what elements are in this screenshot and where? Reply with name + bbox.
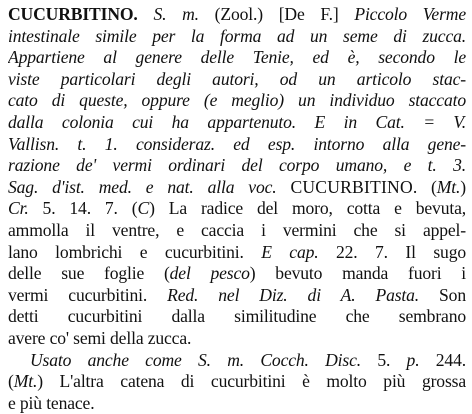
dictionary-entry — [8, 4, 466, 414]
headword: CUCURBITINO. — [8, 4, 138, 24]
text-segment: 244. — [419, 350, 466, 370]
text-segment: detti cucurbitini dalla similitudine che sembrano — [8, 306, 466, 326]
text-segment: lano lombrichi e cucurbitini. — [8, 242, 261, 262]
text-segment: Piccolo Verme — [354, 4, 466, 24]
text-segment: C — [137, 198, 149, 218]
text-line — [8, 328, 466, 350]
text-line — [8, 306, 466, 328]
text-segment: Appartiene al genere delle Tenie, ed è, secondo le — [8, 47, 466, 67]
text-segment: 22. 7. Il sugo — [319, 242, 467, 262]
text-line — [8, 285, 466, 307]
entry-paragraph — [8, 4, 466, 350]
text-segment: delle sue foglie ( — [8, 263, 170, 283]
text-line — [8, 26, 466, 48]
text-line — [8, 155, 466, 177]
text-segment — [277, 177, 291, 197]
text-segment: (Zool.) [De F.] — [199, 4, 354, 24]
text-segment: cato di queste, oppure (e meglio) un individuo staccato — [8, 90, 466, 110]
text-segment: Son — [419, 285, 466, 305]
text-segment: p. — [407, 350, 420, 370]
text-segment: del pesco — [170, 263, 250, 283]
text-segment: Mt. — [437, 177, 461, 197]
entry-paragraph — [8, 350, 466, 414]
text-line — [8, 112, 466, 134]
text-segment: Usato anche come S. m. Cocch. Disc. — [30, 350, 361, 370]
text-segment: Mt. — [14, 371, 38, 391]
text-line — [8, 220, 466, 242]
text-segment: viste particolari degli autori, od un articolo stac- — [8, 69, 466, 89]
text-segment: e più tenace. — [8, 393, 94, 413]
text-segment: ) L'altra catena di cucurbitini è molto più grossa — [37, 371, 466, 391]
text-line — [8, 69, 466, 91]
headword-reference: CUCURBITINO — [290, 177, 412, 197]
text-segment: ) — [460, 177, 466, 197]
text-line — [8, 90, 466, 112]
text-segment — [138, 4, 154, 24]
text-segment: intestinale simile per la forma ad un seme di zucca. — [8, 26, 466, 46]
text-line — [8, 177, 466, 199]
text-line — [8, 47, 466, 69]
text-segment: 5. — [361, 350, 407, 370]
text-line — [8, 4, 466, 26]
text-segment: vermi cucurbitini. — [8, 285, 167, 305]
text-line — [8, 242, 466, 264]
text-segment: razione de' vermi ordinari del corpo umano, e t. 3. — [8, 155, 466, 175]
text-segment: Vallisn. t. 1. consideraz. ed esp. intorno alla gene- — [8, 134, 466, 154]
text-segment: dalla colonia cui ha appartenuto. E in Cat. = V. — [8, 112, 466, 132]
text-segment: ) La radice del moro, cotta e bevuta, — [149, 198, 466, 218]
text-line — [8, 198, 466, 220]
text-segment: . ( — [413, 177, 437, 197]
text-line — [8, 371, 466, 393]
text-segment: S. m. — [153, 4, 198, 24]
text-line — [8, 350, 466, 372]
text-segment: E cap. — [261, 242, 318, 262]
text-segment: ) bevuto manda fuori i — [250, 263, 466, 283]
text-line — [8, 393, 466, 414]
text-segment: 5. 14. 7. ( — [29, 198, 138, 218]
text-segment: ammolla il ventre, e caccia i vermini che si appel- — [8, 220, 466, 240]
text-line — [8, 263, 466, 285]
text-segment: Sag. d'ist. med. e nat. alla voc. — [8, 177, 277, 197]
text-segment: avere co' semi della zucca. — [8, 328, 191, 348]
text-line — [8, 134, 466, 156]
text-segment: ( — [8, 371, 14, 391]
text-segment: Cr. — [8, 198, 29, 218]
text-segment: Red. nel Diz. di A. Pasta. — [167, 285, 419, 305]
